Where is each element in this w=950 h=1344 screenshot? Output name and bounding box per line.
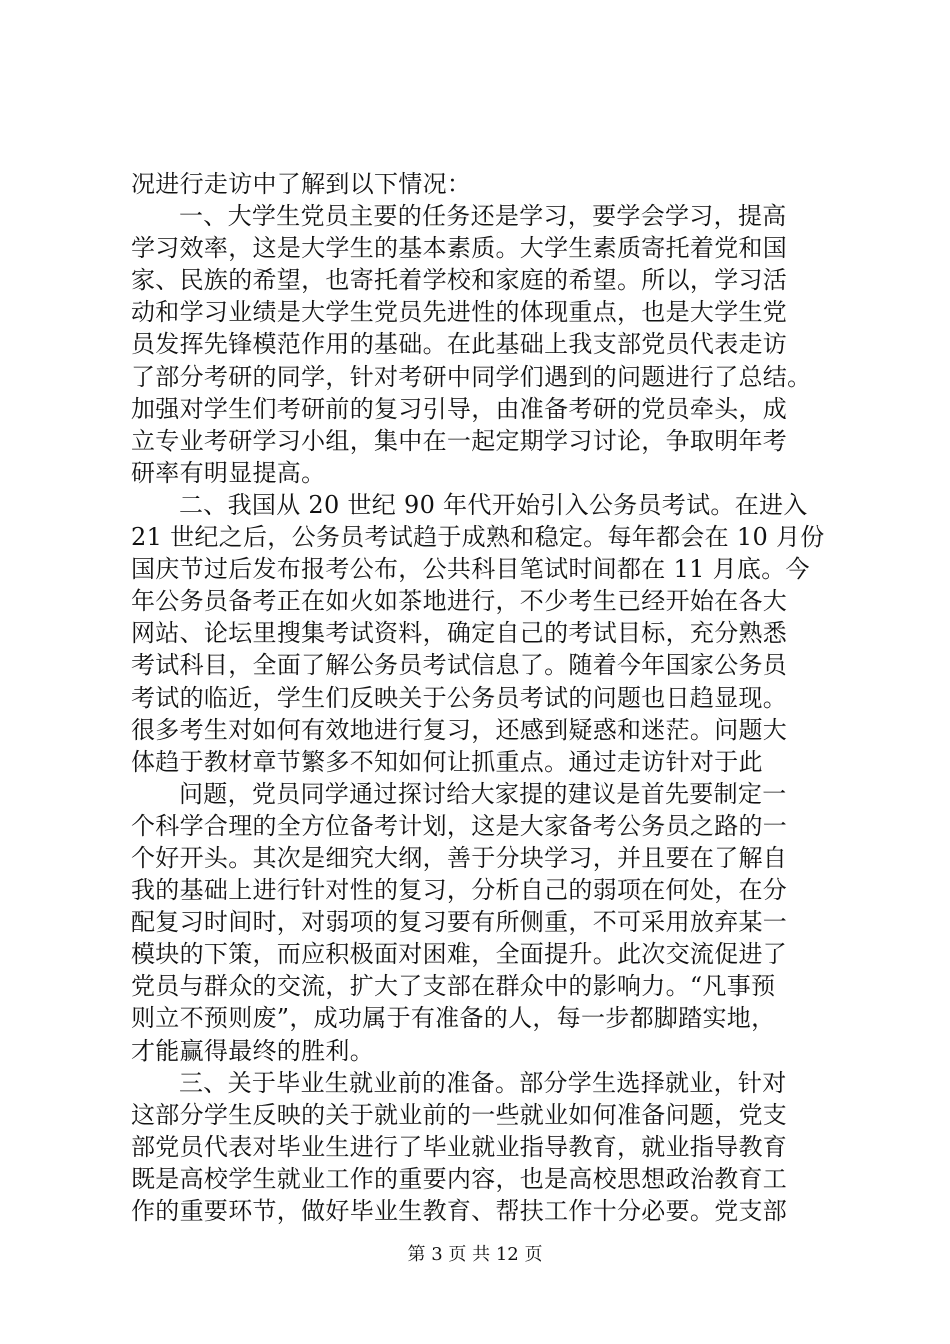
text-line: 配复习时间时，对弱项的复习要有所侧重，不可采用放弃某一 [131, 908, 788, 937]
text-line: 二、我国从 20 世纪 90 年代开始引入公务员考试。在进入 [179, 490, 808, 519]
text-line: 立专业考研学习小组，集中在一起定期学习讨论，争取明年考 [131, 426, 788, 455]
text-line: 家、民族的希望，也寄托着学校和家庭的希望。所以，学习活 [131, 266, 788, 295]
text-line: 个科学合理的全方位备考计划，这是大家备考公务员之路的一 [131, 811, 788, 840]
text-line: 学习效率，这是大学生的基本素质。大学生素质寄托着党和国 [131, 234, 788, 263]
text-line: 很多考生对如何有效地进行复习，还感到疑惑和迷茫。问题大 [131, 715, 788, 744]
text-line: 员发挥先锋模范作用的基础。在此基础上我支部党员代表走访 [131, 330, 788, 359]
text-line: 年公务员备考正在如火如茶地进行，不少考生已经开始在各大 [131, 587, 788, 616]
text-line: 国庆节过后发布报考公布，公共科目笔试时间都在 11 月底。今 [131, 555, 810, 584]
text-line: 动和学习业绩是大学生党员先进性的体现重点，也是大学生党 [131, 298, 788, 327]
text-line: 考试科目，全面了解公务员考试信息了。随着今年国家公务员 [131, 651, 788, 680]
text-line: 研率有明显提高。 [131, 458, 326, 487]
text-line: 一、大学生党员主要的任务还是学习，要学会学习，提高 [179, 202, 787, 231]
text-line: 部党员代表对毕业生进行了毕业就业指导教育，就业指导教育 [131, 1132, 788, 1161]
text-line: 问题，党员同学通过探讨给大家提的建议是首先要制定一 [179, 779, 787, 808]
document-body [131, 168, 831, 1227]
text-line: 作的重要环节，做好毕业生教育、帮扶工作十分必要。党支部 [131, 1197, 788, 1225]
text-line: 考试的临近，学生们反映关于公务员考试的问题也日趋显现。 [131, 683, 788, 712]
text-line: 体趋于教材章节繁多不知如何让抓重点。通过走访针对于此 [131, 747, 763, 776]
text-line: 模块的下策，而应积极面对困难，全面提升。此次交流促进了 [131, 940, 788, 969]
text-line: 党员与群众的交流，扩大了支部在群众中的影响力。“凡事预 [131, 972, 776, 1001]
text-line: 了部分考研的同学，针对考研中同学们遇到的问题进行了总结。 [131, 362, 812, 391]
text-line: 21 世纪之后，公务员考试趋于成熟和稳定。每年都会在 10 月份 [131, 523, 825, 552]
page-footer: 第 3 页 共 12 页 [407, 1244, 543, 1265]
text-line: 既是高校学生就业工作的重要内容，也是高校思想政治教育工 [131, 1164, 788, 1193]
text-line: 我的基础上进行针对性的复习，分析自己的弱项在何处，在分 [131, 876, 788, 905]
text-line: 个好开头。其次是细究大纲，善于分块学习，并且要在了解自 [131, 843, 788, 872]
text-line: 加强对学生们考研前的复习引导，由准备考研的党员牵头，成 [131, 394, 788, 423]
text-line: 况进行走访中了解到以下情况： [131, 170, 472, 198]
text-line: 这部分学生反映的关于就业前的一些就业如何准备问题，党支 [131, 1100, 788, 1129]
text-line: 网站、论坛里搜集考试资料，确定自己的考试目标，充分熟悉 [131, 619, 788, 648]
text-line: 才能赢得最终的胜利。 [131, 1036, 374, 1065]
text-line: 则立不预则废”，成功属于有准备的人，每一步都脚踏实地， [131, 1004, 776, 1033]
text-line: 三、关于毕业生就业前的准备。部分学生选择就业，针对 [179, 1068, 787, 1097]
